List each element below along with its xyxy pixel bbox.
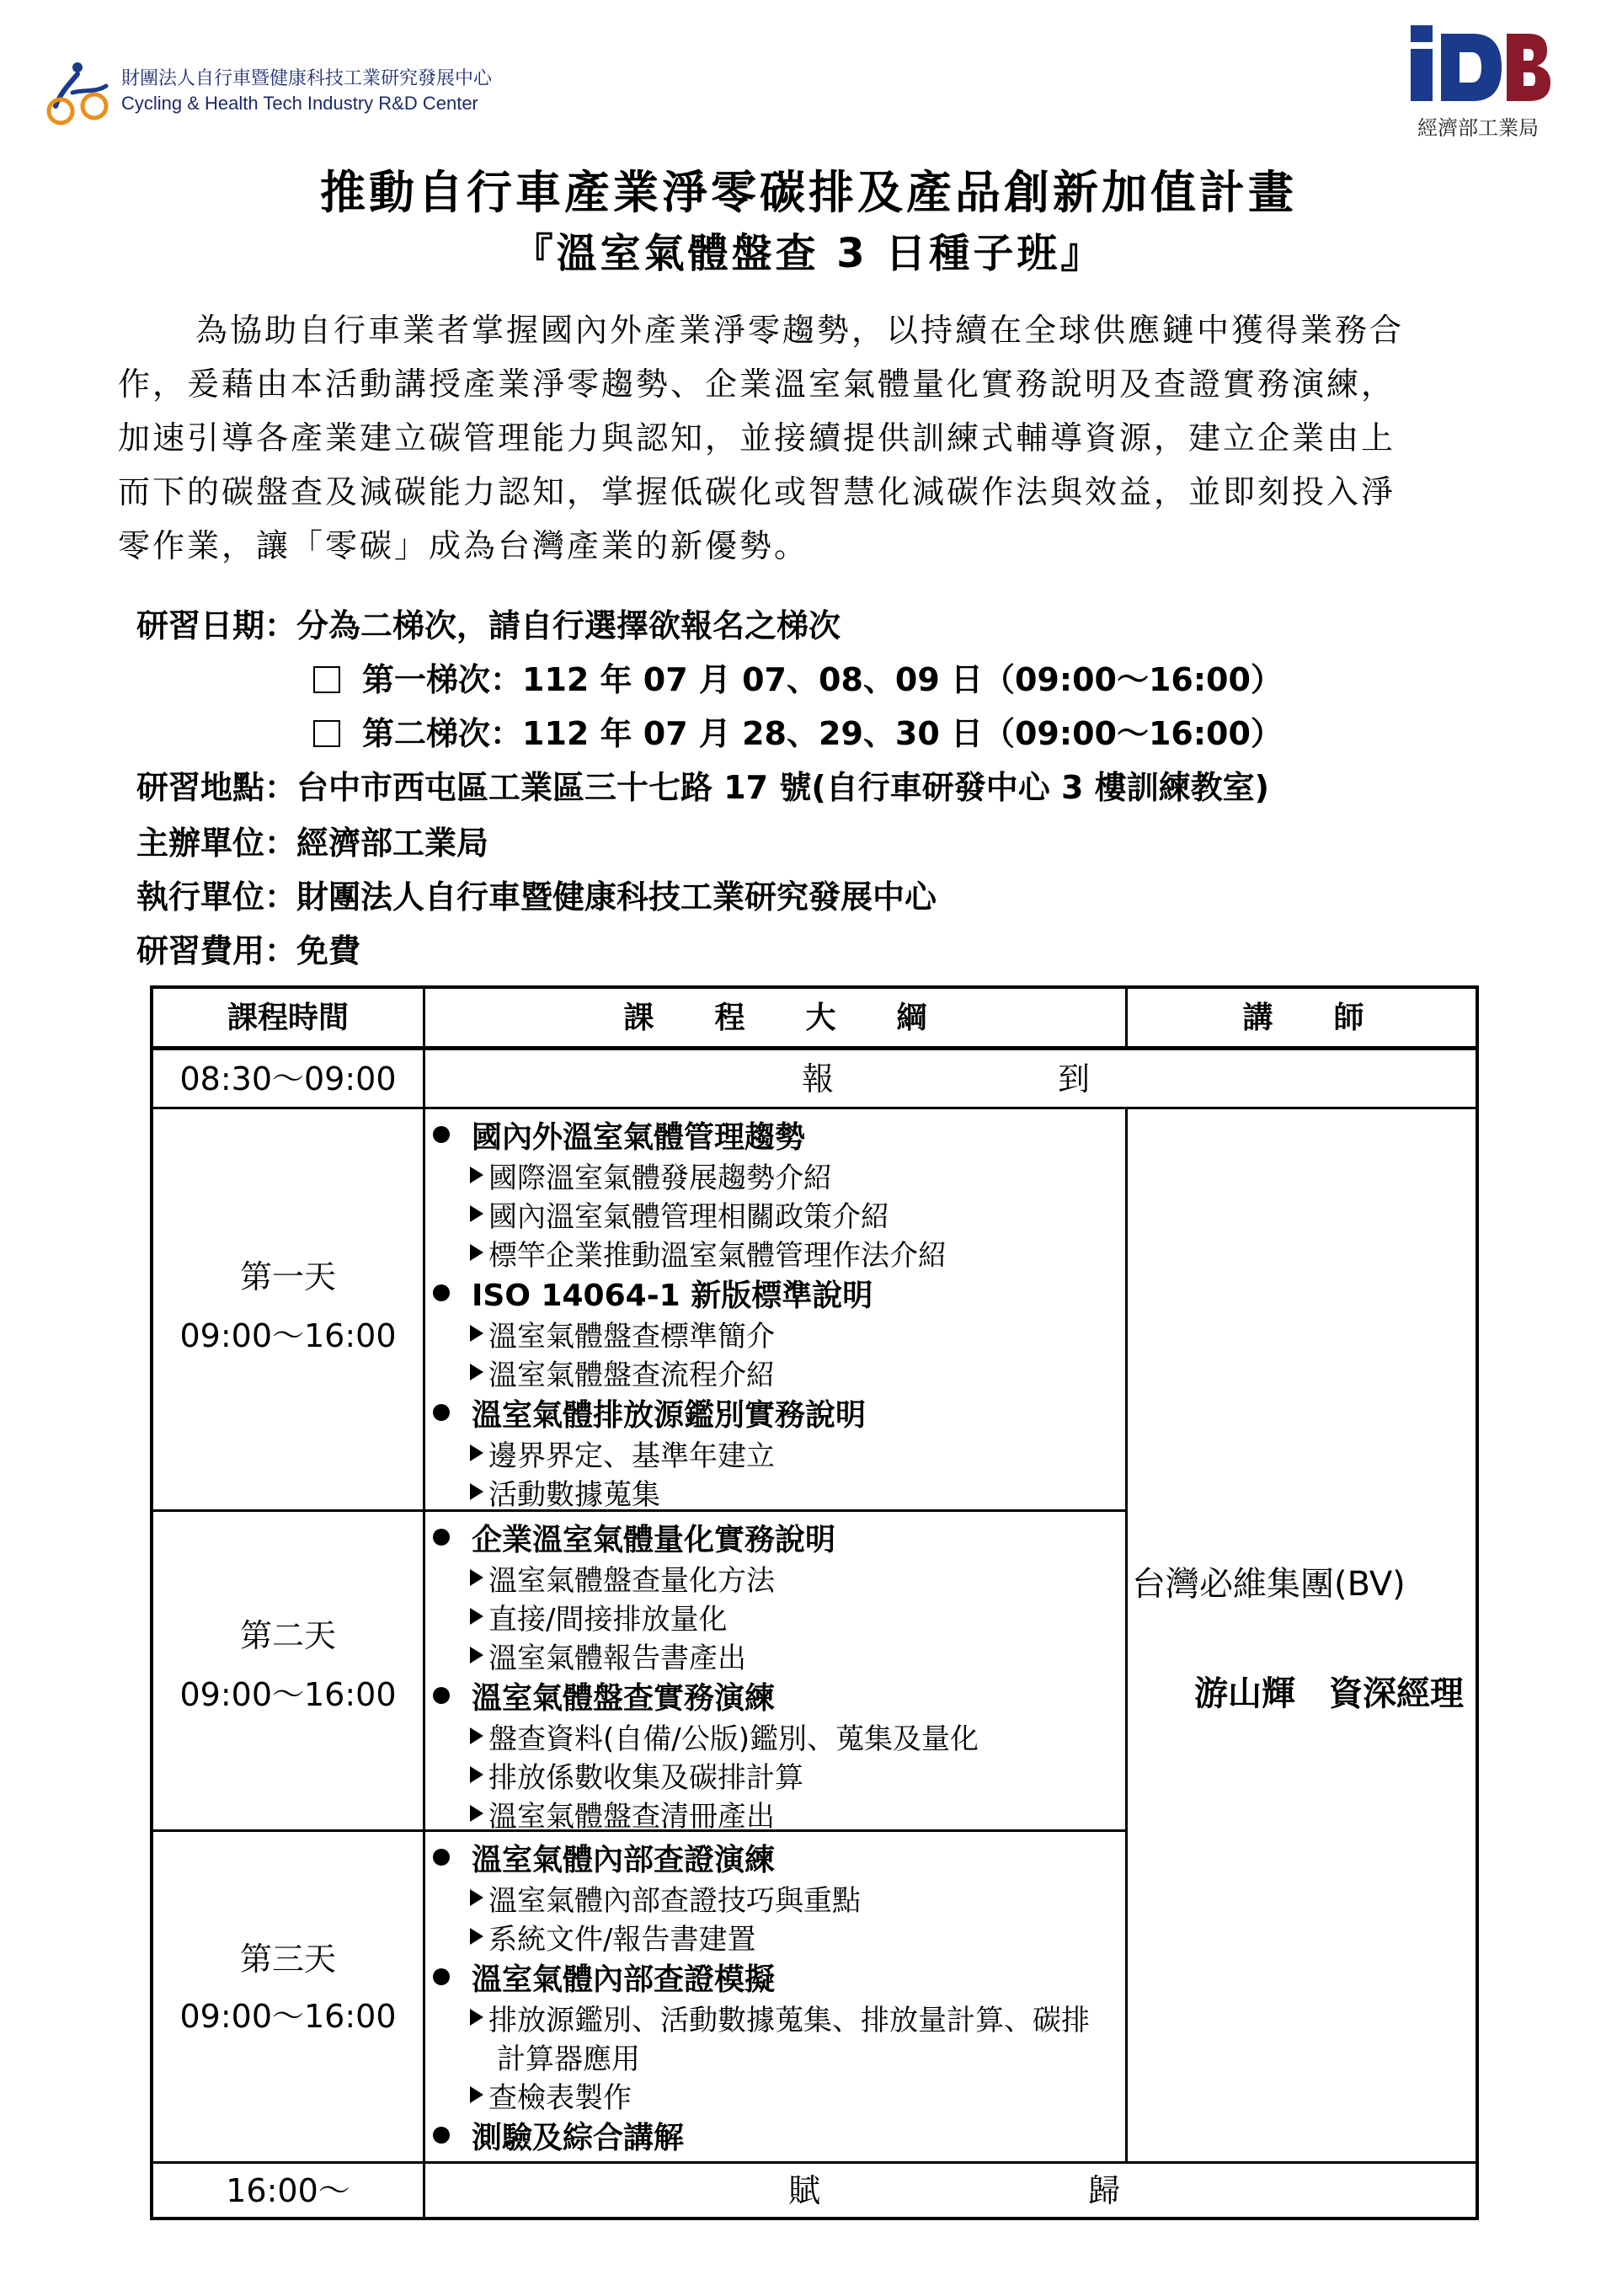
header-course-time: 課程時間	[227, 1001, 349, 1035]
intro-line: 加速引導各產業建立碳管理能力與認知，並接續提供訓練式輔導資源，建立企業由上	[118, 419, 1396, 457]
outline-topic	[433, 1516, 835, 1558]
outline-text: 排放係數收集及碳排計算	[488, 1760, 803, 1795]
outline-text: 溫室氣體內部查證模擬	[472, 1962, 776, 1997]
arrow-bullet-icon	[470, 1727, 483, 1744]
registration-label-right: 到	[1058, 1060, 1091, 1097]
outline-subitem	[470, 1597, 727, 1636]
arrow-bullet-icon	[470, 1205, 483, 1222]
registration-label-left: 報	[802, 1060, 835, 1097]
outline-topic	[433, 1391, 866, 1434]
idb-mark-icon	[1402, 24, 1554, 108]
closing-label-left: 賦	[788, 2172, 821, 2209]
outline-text: 國際溫室氣體發展趨勢介紹	[488, 1161, 832, 1195]
outline-topic	[433, 1956, 775, 1998]
outline-text: 查檢表製作	[488, 2080, 632, 2115]
study-fee: 研習費用：免費	[136, 932, 361, 969]
outline-text: 企業溫室氣體量化實務說明	[472, 1522, 836, 1557]
outline-subitem	[470, 1998, 1090, 2037]
outline-subitem	[470, 1755, 803, 1794]
closing-time: 16:00～	[226, 2172, 350, 2209]
outline-topic	[433, 1113, 805, 1156]
outline-subitem	[470, 1156, 832, 1194]
intro-line: 而下的碳盤查及減碳能力認知，掌握低碳化或智慧化減碳作法與效益，並即刻投入淨	[118, 473, 1396, 510]
arrow-bullet-icon	[470, 1805, 483, 1822]
executor-unit: 執行單位：財團法人自行車暨健康科技工業研究發展中心	[136, 878, 937, 916]
arrow-bullet-icon	[470, 1483, 483, 1500]
bullet-icon	[433, 1404, 450, 1421]
session-2-label: 第二梯次：112 年 07 月 28、29、30 日（09:00～16:00）	[362, 715, 1283, 752]
outline-subitem	[470, 2075, 632, 2114]
outline-subitem	[470, 1636, 746, 1674]
outline-text: 溫室氣體盤查流程介紹	[488, 1358, 775, 1392]
bullet-icon	[433, 1687, 450, 1704]
session-1-label: 第一梯次：112 年 07 月 07、08、09 日（09:00～16:00）	[362, 661, 1283, 698]
outline-text: 盤查資料(自備/公版)鑑別、蒐集及量化	[488, 1722, 979, 1756]
org-name-en: Cycling & Health Tech Industry R&D Center	[121, 93, 478, 114]
bullet-icon	[433, 1126, 450, 1143]
arrow-bullet-icon	[470, 1766, 483, 1783]
cyclist-logo-icon	[44, 59, 115, 130]
outline-text: 活動數據蒐集	[488, 1477, 660, 1512]
arrow-bullet-icon	[470, 1167, 483, 1183]
outline-text: 直接/間接排放量化	[488, 1602, 728, 1637]
day-3-time: 09:00～16:00	[179, 1998, 397, 2035]
bullet-icon	[433, 1529, 450, 1546]
arrow-bullet-icon	[470, 1889, 483, 1906]
day-2-name: 第二天	[239, 1617, 336, 1654]
arrow-bullet-icon	[470, 1325, 483, 1342]
outline-text: 國內溫室氣體管理相關政策介紹	[488, 1199, 889, 1234]
org-name-zh: 財團法人自行車暨健康科技工業研究發展中心	[121, 68, 493, 89]
outline-text: 測驗及綜合講解	[472, 2120, 685, 2155]
bullet-icon	[433, 1284, 450, 1301]
arrow-bullet-icon	[470, 1244, 483, 1261]
outline-text: 邊界界定、基準年建立	[488, 1439, 775, 1473]
outline-topic	[433, 2114, 684, 2156]
outline-subitem	[470, 1434, 775, 1472]
session-2-checkbox[interactable]	[313, 720, 340, 747]
session-1-option[interactable]	[313, 659, 1283, 701]
arrow-bullet-icon	[470, 1608, 483, 1625]
outline-text: 溫室氣體盤查清冊產出	[488, 1799, 775, 1834]
day-3-name: 第三天	[239, 1941, 336, 1978]
bullet-icon	[433, 1968, 450, 1985]
course-subtitle: 『溫室氣體盤查 3 日種子班』	[512, 230, 1105, 277]
course-table	[150, 985, 1479, 2220]
arrow-bullet-icon	[470, 2086, 483, 2103]
arrow-bullet-icon	[470, 1364, 483, 1380]
idb-logo	[1402, 24, 1554, 150]
arrow-bullet-icon	[470, 2009, 483, 2026]
outline-subitem	[470, 1917, 755, 1956]
outline-topic	[433, 1836, 775, 1878]
day-1-time: 09:00～16:00	[179, 1317, 397, 1354]
header-course-outline: 課 程 大 綱	[623, 1001, 927, 1035]
outline-subitem	[470, 1472, 660, 1511]
header-lecturer: 講 師	[1242, 1001, 1364, 1035]
host-unit: 主辦單位：經濟部工業局	[136, 825, 489, 862]
outline-text: 標竿企業推動溫室氣體管理作法介紹	[488, 1238, 947, 1273]
outline-text: 溫室氣體內部查證技巧與重點	[488, 1883, 861, 1918]
org-logo	[44, 52, 515, 136]
outline-text: 溫室氣體盤查實務演練	[472, 1680, 776, 1716]
idb-label: 經濟部工業局	[1417, 116, 1539, 140]
intro-line: 作，爰藉由本活動講授產業淨零趨勢、企業溫室氣體量化實務說明及查證實務演練，	[118, 366, 1396, 403]
lecturer-org: 台灣必維集團(BV)	[1132, 1565, 1406, 1604]
arrow-bullet-icon	[470, 1928, 483, 1945]
outline-text: 排放源鑑別、活動數據蒐集、排放量計算、碳排	[488, 2003, 1090, 2037]
outline-text: 國內外溫室氣體管理趨勢	[472, 1119, 806, 1155]
intro-line: 零作業，讓「零碳」成為台灣產業的新優勢。	[118, 527, 809, 564]
session-1-checkbox[interactable]	[313, 666, 340, 693]
outline-text: 溫室氣體盤查量化方法	[488, 1563, 775, 1598]
outline-text: 溫室氣體內部查證演練	[472, 1842, 776, 1877]
day-1-name: 第一天	[239, 1258, 336, 1295]
outline-subitem	[470, 1353, 775, 1391]
bullet-icon	[433, 2127, 450, 2144]
outline-topic	[433, 1674, 775, 1717]
arrow-bullet-icon	[470, 1444, 483, 1461]
main-title: 推動自行車產業淨零碳排及產品創新加值計畫	[320, 166, 1297, 219]
outline-text: 溫室氣體報告書產出	[488, 1641, 746, 1675]
study-dates: 研習日期：分為二梯次，請自行選擇欲報名之梯次	[136, 607, 841, 644]
session-2-option[interactable]	[313, 713, 1283, 755]
outline-subitem	[470, 1794, 775, 1833]
outline-text: ISO 14064-1 新版標準說明	[472, 1278, 873, 1313]
outline-subitem	[470, 1558, 775, 1597]
registration-time: 08:30～09:00	[179, 1060, 397, 1097]
study-location: 研習地點：台中市西屯區工業區三十七路 17 號(自行車研發中心 3 樓訓練教室)	[136, 769, 1269, 806]
outline-subitem	[470, 1194, 889, 1233]
bullet-icon	[433, 1849, 450, 1866]
outline-text: 溫室氣體排放源鑑別實務說明	[472, 1397, 867, 1433]
outline-text: 計算器應用	[497, 2042, 640, 2076]
arrow-bullet-icon	[470, 1647, 483, 1663]
outline-subitem	[470, 1233, 947, 1272]
outline-subitem	[470, 1717, 979, 1755]
lecturer-name: 游山輝 資深經理	[1194, 1674, 1464, 1713]
outline-text: 系統文件/報告書建置	[488, 1922, 756, 1957]
intro-line: 為協助自行車業者掌握國內外產業淨零趨勢，以持續在全球供應鏈中獲得業務合	[195, 312, 1405, 349]
outline-subitem	[470, 1878, 861, 1917]
outline-text: 溫室氣體盤查標準簡介	[488, 1319, 775, 1354]
outline-subitem-continuation	[497, 2037, 640, 2075]
day-2-time: 09:00～16:00	[179, 1676, 397, 1713]
closing-label-right: 歸	[1088, 2172, 1121, 2209]
outline-topic	[433, 1272, 873, 1314]
outline-subitem	[470, 1314, 775, 1353]
arrow-bullet-icon	[470, 1569, 483, 1586]
